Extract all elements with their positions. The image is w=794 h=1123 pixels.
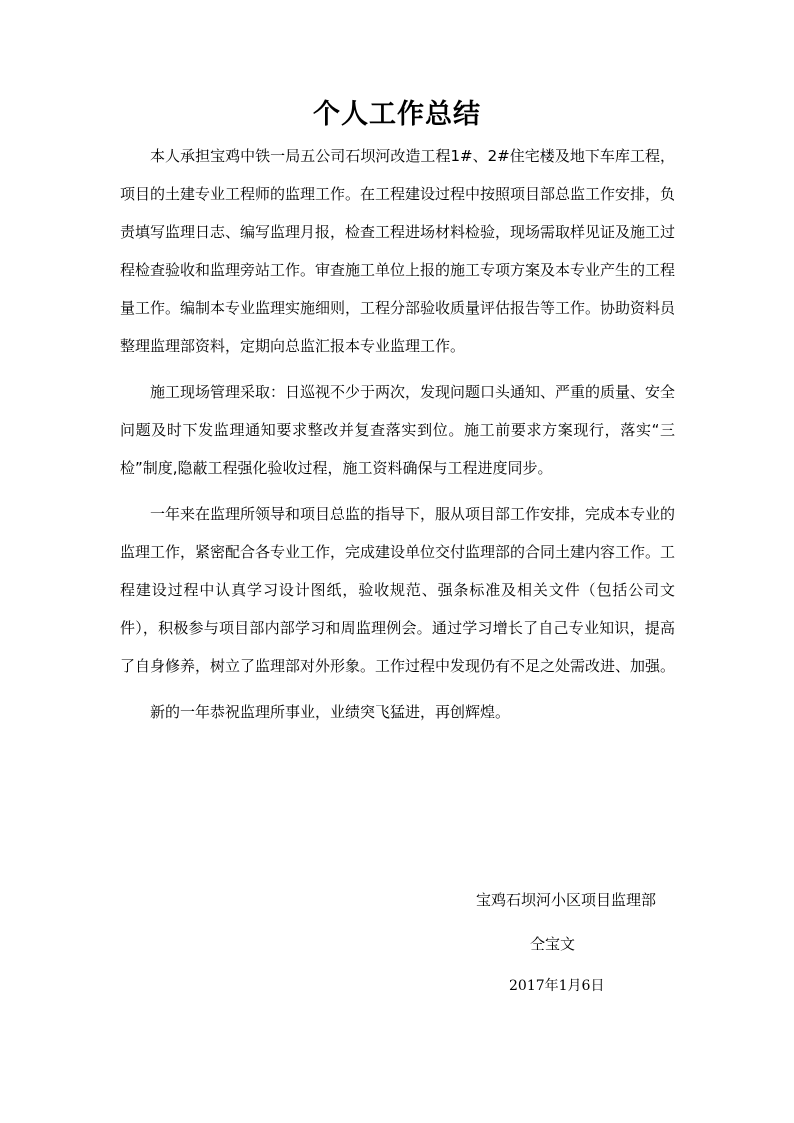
signature-block [0, 880, 794, 1010]
paragraph-year-review: 一年来在监理所领导和项目总监的指导下，服从项目部工作安排，完成本专业的监理工作，紧密配合各专业工作，完成建设单位交付监理部的合同土建内容工作。工程建设过程中认真学习设计图纸，验收规范、强条标准及相关文件（包括公司文件），积极参与项目部内部学习和周监理例会。通过学习增长了自己专业知识，提高了自身修养，树立了监理部对外形象。工作过程中发现仍有不足之处需改进、加强。 [120, 505, 676, 675]
paragraph-site-management: 施工现场管理采取：日巡视不少于两次，发现问题口头通知、严重的质量、安全问题及时下发监理通知要求整改并复查落实到位。施工前要求方案现行，落实“三检”制度,隐蔽工程强化验收过程，施工资料确保与工程进度同步。 [120, 383, 676, 477]
document-title: 个人工作总结 [313, 99, 481, 130]
paragraph-new-year-wishes: 新的一年恭祝监理所事业，业绩突飞猛进，再创辉煌。 [150, 703, 511, 721]
signature-name: 仝宝文 [530, 935, 576, 953]
document-body [120, 137, 675, 739]
paragraph-responsibilities: 本人承担宝鸡中铁一局五公司石坝河改造工程1#、2#住宅楼及地下车库工程，项目的土建专业工程师的监理工作。在工程建设过程中按照项目部总监工作安排，负责填写监理日志、编写监理月报，检查工程进场材料检验，现场需取样见证及施工过程检查验收和监理旁站工作。审查施工单位上报的施工专项方案及本专业产生的工程量工作。编制本专业监理实施细则，工程分部验收质量评估报告等工作。协助资料员整理监理部资料，定期向总监汇报本专业监理工作。 [120, 147, 676, 355]
signature-organization: 宝鸡石坝河小区项目监理部 [476, 891, 657, 909]
signature-date: 2017年1月6日 [509, 978, 605, 994]
